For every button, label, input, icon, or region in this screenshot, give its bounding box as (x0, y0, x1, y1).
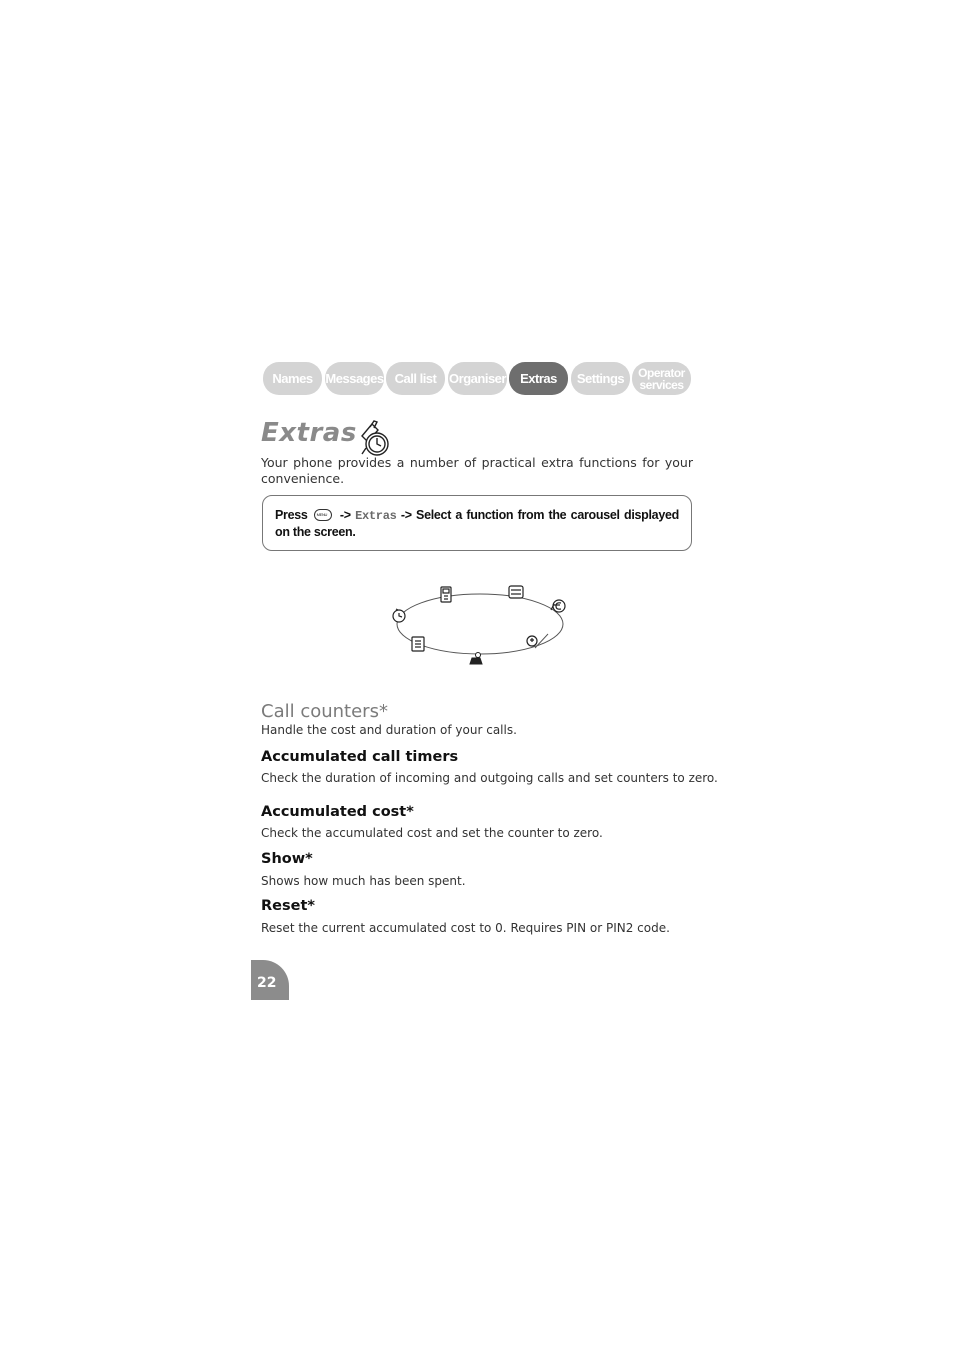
tab-organiser[interactable]: Organiser (448, 362, 507, 395)
text-show: Shows how much has been spent. (261, 874, 466, 888)
arrow-1: -> (339, 508, 351, 522)
heading-reset: Reset* (261, 898, 315, 914)
section-heading-call-counters: Call counters* (261, 701, 388, 722)
instruction-text (275, 507, 679, 540)
tab-operator-services[interactable]: Operator services (632, 362, 691, 395)
arrow-2: -> (400, 508, 412, 522)
instruction-box (262, 495, 692, 551)
tab-call-list[interactable]: Call list (386, 362, 445, 395)
heading-accumulated-cost: Accumulated cost* (261, 804, 414, 820)
counters-icon (509, 586, 523, 598)
tab-names[interactable]: Names (263, 362, 322, 395)
page-title: Extras (261, 418, 357, 448)
calculator-icon (441, 587, 451, 602)
heading-show: Show* (261, 851, 313, 867)
extras-carousel (385, 578, 575, 670)
tab-messages[interactable]: Messages (325, 362, 384, 395)
intro-paragraph: Your phone provides a number of practical extra functions for your convenience. (261, 455, 693, 486)
text-accumulated-cost: Check the accumulated cost and set the counter to zero. (261, 826, 603, 840)
text-accumulated-call-timers: Check the duration of incoming and outgoing calls and set counters to zero. (261, 771, 718, 785)
tab-extras[interactable]: Extras (509, 362, 568, 395)
call-counters-description: Handle the cost and duration of your calls. (261, 723, 517, 737)
menu-item-extras: Extras (355, 509, 397, 523)
page-number: 22 (251, 960, 289, 1000)
heading-accumulated-call-timers: Accumulated call timers (261, 749, 459, 765)
menu-key-icon: MENU (314, 509, 332, 521)
chapter-tabs (263, 362, 693, 396)
extras-menu-icon (356, 418, 392, 458)
memo-icon (412, 637, 424, 651)
tab-settings[interactable]: Settings (571, 362, 630, 395)
text-reset: Reset the current accumulated cost to 0. Requires PIN or PIN2 code. (261, 921, 670, 935)
stopwatch-icon (393, 609, 405, 622)
games-icon (527, 636, 537, 646)
press-label: Press (275, 508, 308, 522)
instruction-rest: Select a function from the carousel displayed on the screen. (275, 508, 679, 539)
